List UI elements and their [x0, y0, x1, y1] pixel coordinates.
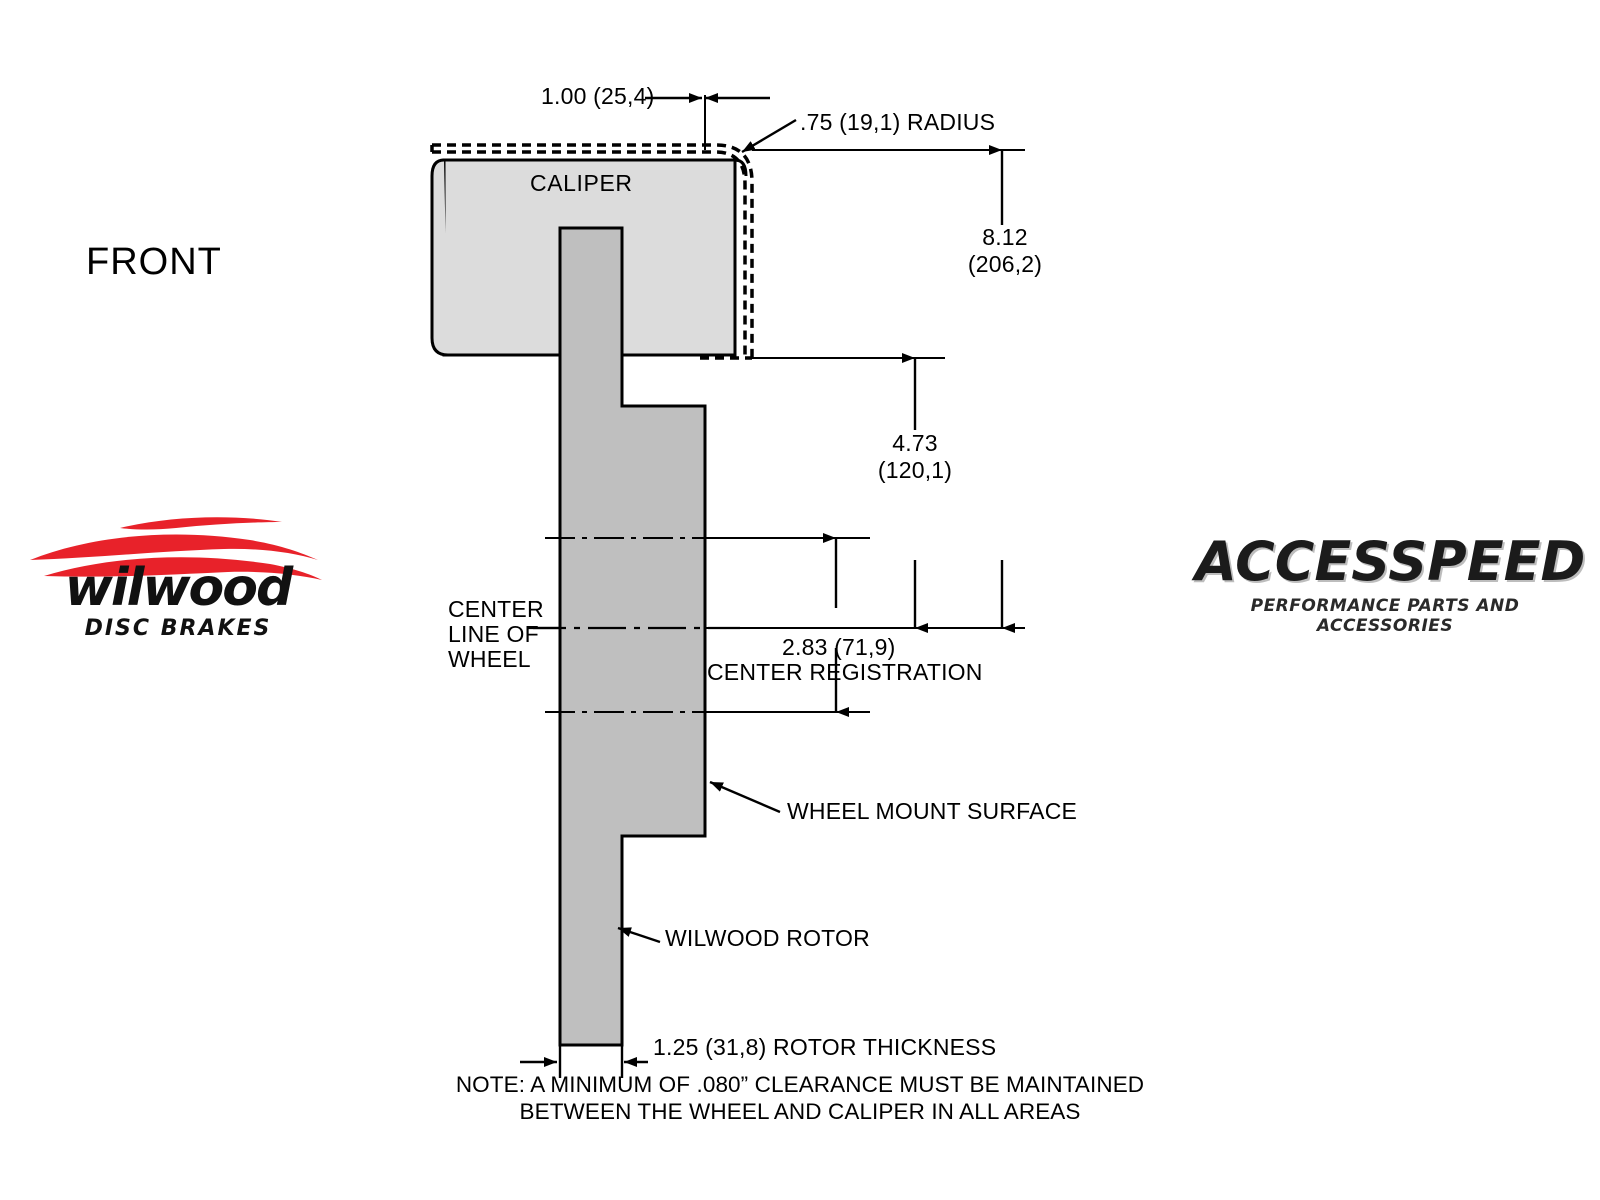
- center-line-label-line3: WHEEL: [448, 646, 531, 672]
- dimension-caliper-width-label: 1.00 (25,4): [541, 83, 655, 109]
- dimension-radius-label: .75 (19,1) RADIUS: [800, 109, 996, 135]
- dimension-offset-height-mm: (120,1): [877, 457, 953, 483]
- accesspeed-wordmark: ACCESSPEED: [1195, 530, 1586, 593]
- wilwood-logo: [18, 520, 338, 650]
- center-line-label-line2: LINE OF: [448, 621, 539, 647]
- clearance-note-line1: NOTE: A MINIMUM OF .080” CLEARANCE MUST BE MAINTAINED: [455, 1072, 1145, 1097]
- wilwood-wordmark: wilwood: [64, 558, 292, 618]
- leader-rotor: [618, 928, 660, 942]
- center-line-label-line1: CENTER: [448, 596, 544, 622]
- caliper-label: CALIPER: [530, 170, 633, 196]
- dimension-offset-height-in: 4.73: [892, 430, 938, 456]
- rotor-thickness-label: 1.25 (31,8) ROTOR THICKNESS: [653, 1034, 997, 1060]
- dimension-overall-height-mm: (206,2): [967, 251, 1043, 277]
- center-registration-value: 2.83 (71,9): [782, 634, 896, 660]
- accesspeed-logo: [1195, 520, 1586, 640]
- clearance-note-line2: BETWEEN THE WHEEL AND CALIPER IN ALL AREAS: [519, 1099, 1081, 1124]
- rotor-label: WILWOOD ROTOR: [665, 925, 870, 951]
- wilwood-tagline: DISC BRAKES: [84, 616, 272, 641]
- view-orientation-label: FRONT: [86, 241, 222, 283]
- dimension-overall-height-in: 8.12: [982, 224, 1028, 250]
- center-registration-label: CENTER REGISTRATION: [707, 659, 983, 685]
- leader-radius: [742, 120, 796, 152]
- wheel-mount-surface-label: WHEEL MOUNT SURFACE: [787, 798, 1078, 824]
- accesspeed-tagline: PERFORMANCE PARTS AND ACCESSORIES: [1250, 596, 1520, 636]
- leader-wheel-mount-surface: [710, 782, 780, 812]
